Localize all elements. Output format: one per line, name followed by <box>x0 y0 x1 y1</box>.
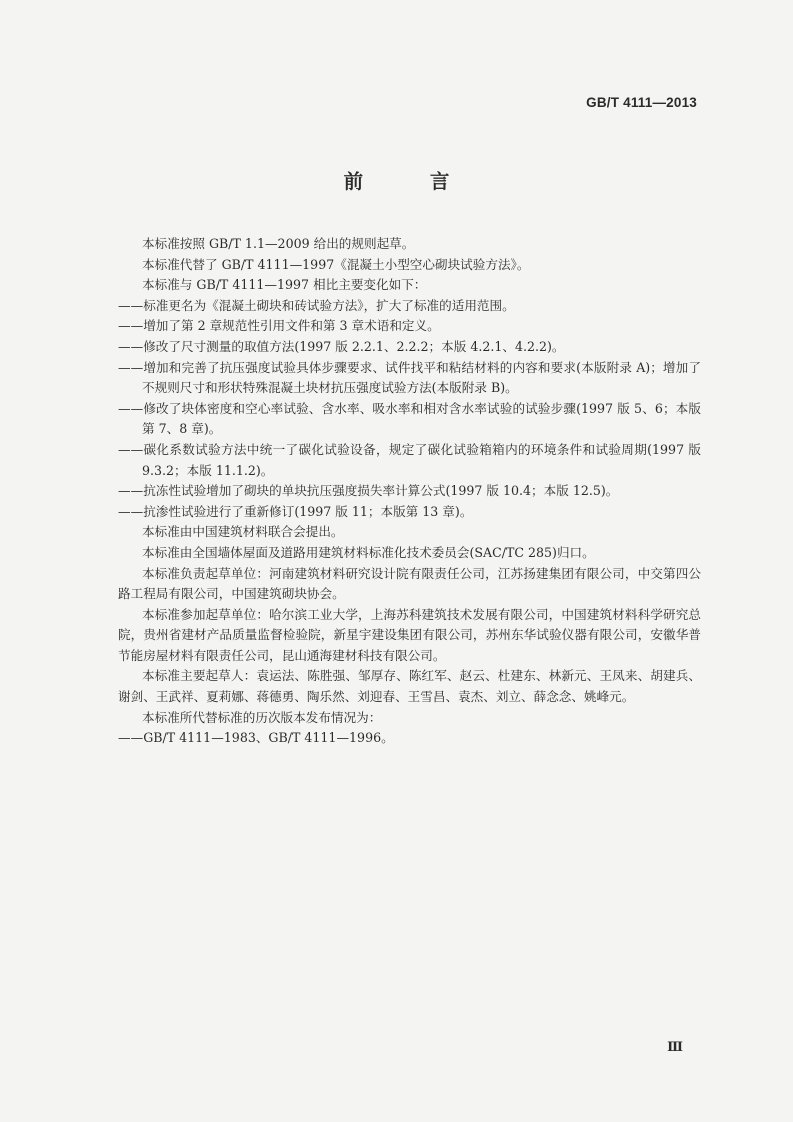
paragraph-proposed-by: 本标准由中国建筑材料联合会提出。 <box>142 524 344 540</box>
standard-code: GB/T 4111—2013 <box>586 95 697 110</box>
paragraph-drafting-rule: 本标准按照 GB/T 1.1—2009 给出的规则起草。 <box>142 236 415 251</box>
change-item <box>118 399 701 440</box>
change-item: ——增加了第 2 章规范性引用文件和第 3 章术语和定义。 <box>118 318 440 334</box>
paragraph-main-drafters: 本标准主要起草人：袁运法、陈胜强、邹厚存、陈红军、赵云、杜建东、林新元、王凤来、胡建兵、谢剑、王武祥、夏莉娜、蒋德勇、陶乐然、刘迎春、王雪昌、袁杰、刘立、薛念念、姚峰元。 <box>118 668 701 705</box>
paragraph-previous-editions: 本标准所代替标准的历次版本发布情况为： <box>142 709 382 725</box>
page-number: Ⅲ <box>667 1040 683 1055</box>
change-item <box>118 440 701 481</box>
paragraph-lead-drafters: 本标准负责起草单位：河南建筑材料研究设计院有限责任公司，江苏扬建集团有限公司，中交第四公路工程局有限公司，中国建筑砌块协会。 <box>118 565 701 602</box>
paragraph-replaces: 本标准代替了 GB/T 4111—1997《混凝土小型空心砌块试验方法》。 <box>142 256 530 272</box>
previous-edition-item: ——GB/T 4111—1983、GB/T 4111—1996。 <box>118 730 394 746</box>
paragraph-changes-intro: 本标准与 GB/T 4111—1997 相比主要变化如下： <box>142 277 427 293</box>
paragraph-participating-drafters: 本标准参加起草单位：哈尔滨工业大学，上海苏科建筑技术发展有限公司，中国建筑材料科学研究总院，贵州省建材产品质量监督检验院，新星宇建设集团有限公司，苏州东华试验仪器有限公司，安徽华普节能房屋材料有限责任公司，昆山通海建材科技有限公司。 <box>118 606 701 663</box>
change-item-text: ——修改了块体密度和空心率试验、含水率、吸水率和相对含水率试验的试验步骤(1997 版 5、6；本版第 7、8 章)。 <box>118 400 701 437</box>
change-item: ——抗冻性试验增加了砌块的单块抗压强度损失率计算公式(1997 版 10.4；本版 12.5)。 <box>118 483 619 499</box>
change-item: ——抗渗性试验进行了重新修订(1997 版 11；本版第 13 章)。 <box>118 503 473 519</box>
change-item-text: ——碳化系数试验方法中统一了碳化试验设备，规定了碳化试验箱箱内的环境条件和试验周期(1997 版 9.3.2；本版 11.1.2)。 <box>118 441 701 478</box>
foreword-body <box>118 234 701 749</box>
change-item <box>118 358 701 399</box>
change-item: ——标准更名为《混凝土砌块和砖试验方法》，扩大了标准的适用范围。 <box>118 297 515 313</box>
change-item: ——修改了尺寸测量的取值方法(1997 版 2.2.1、2.2.2；本版 4.2.1、4.2.2)。 <box>118 338 565 354</box>
change-item-text: ——增加和完善了抗压强度试验具体步骤要求、试件找平和粘结材料的内容和要求(本版附录 A)；增加了不规则尺寸和形状特殊混凝土块材抗压强度试验方法(本版附录 B)。 <box>118 359 701 396</box>
paragraph-under-jurisdiction: 本标准由全国墙体屋面及道路用建筑材料标准化技术委员会(SAC/TC 285)归口。 <box>142 544 595 560</box>
page-title: 前 言 <box>343 170 480 193</box>
